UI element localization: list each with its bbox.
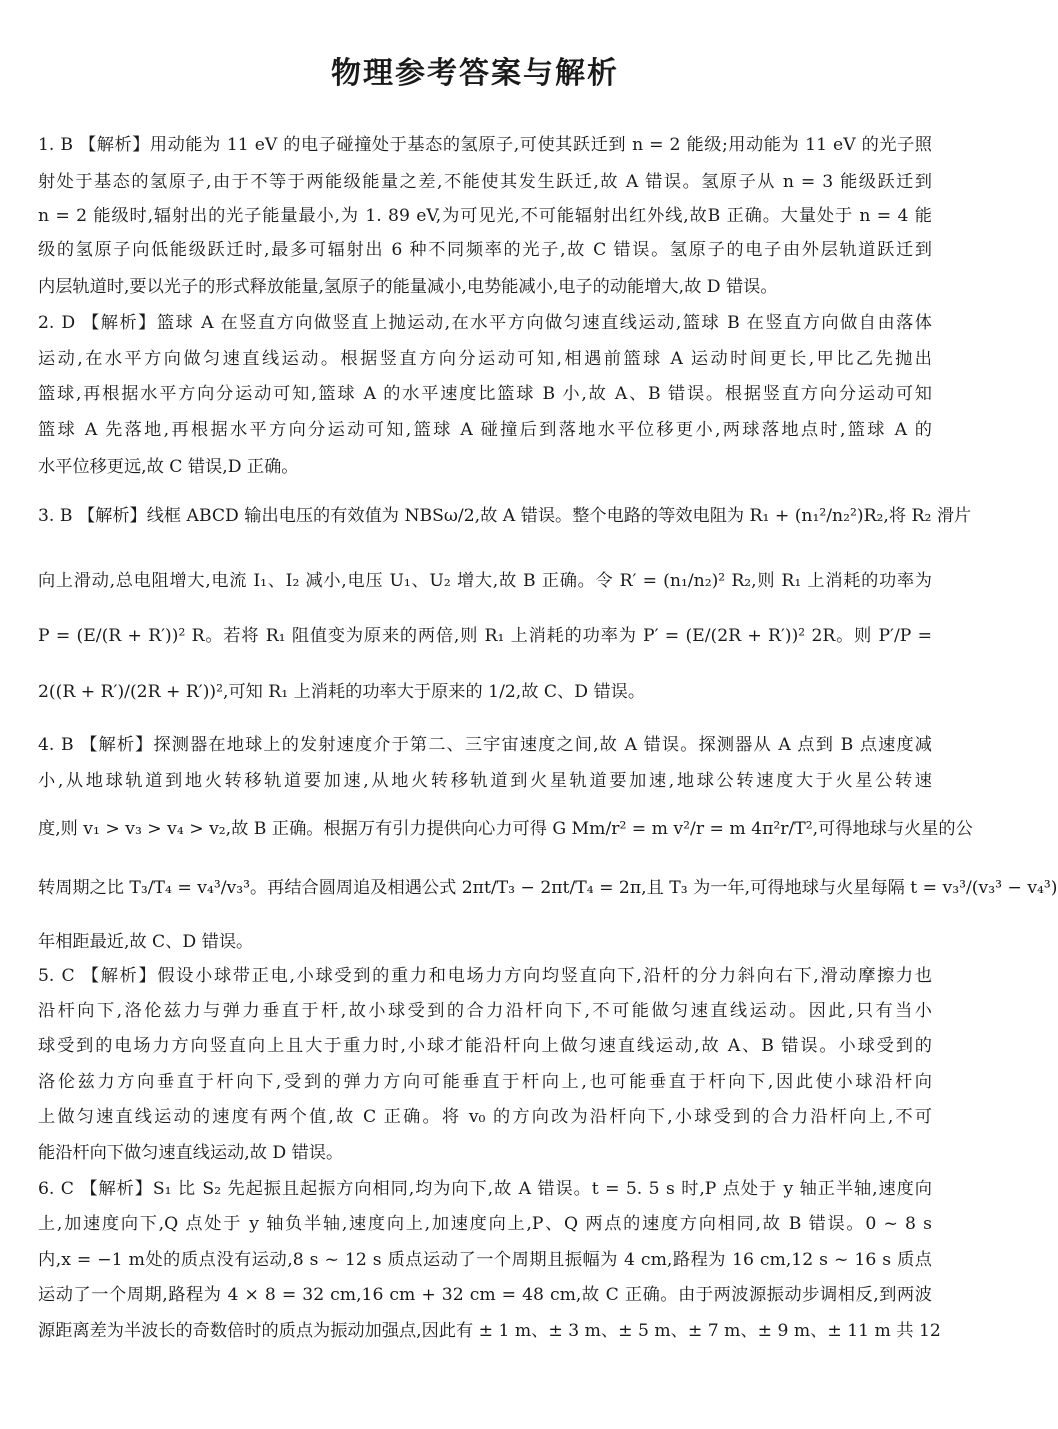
text-line: 2. D 【解析】篮球 A 在竖直方向做竖直上抛运动,在水平方向做匀速直线运动,篮球 B 在竖直方向做自由落体: [38, 313, 932, 333]
text-line: 沿杆向下,洛伦兹力与弹力垂直于杆,故小球受到的合力沿杆向下,不可能做匀速直线运动。因此,只有当小: [38, 1001, 932, 1021]
text-line: n = 2 能级时,辐射出的光子能量最小,为 1. 89 eV,为可见光,不可能辐射出红外线,故B 正确。大量处于 n = 4 能: [38, 206, 932, 226]
text-line: 向上滑动,总电阻增大,电流 I₁、I₂ 减小,电压 U₁、U₂ 增大,故 B 正确。令 R′ = (n₁/n₂)² R₂,则 R₁ 上消耗的功率为: [38, 571, 932, 591]
text-line: 能沿杆向下做匀速直线运动,故 D 错误。: [38, 1143, 344, 1163]
text-line: P = (E/(R + R′))² R。若将 R₁ 阻值变为原来的两倍,则 R₁ 上消耗的功率为 P′ = (E/(2R + R′))² 2R。则 P′/P =: [38, 626, 932, 646]
text-line: 内,x = −1 m处的质点没有运动,8 s ~ 12 s 质点运动了一个周期且振幅为 4 cm,路程为 16 cm,12 s ~ 16 s 质点: [38, 1250, 932, 1270]
text-line: 内层轨道时,要以光子的形式释放能量,氢原子的能量减小,电势能减小,电子的动能增大,故 D 错误。: [38, 277, 778, 297]
text-line: 年相距最近,故 C、D 错误。: [38, 932, 254, 952]
page-title: 物理参考答案与解析: [331, 56, 619, 91]
text-line: 上,加速度向下,Q 点处于 y 轴负半轴,速度向上,加速度向上,P、Q 两点的速度方向相同,故 B 错误。0 ~ 8 s: [38, 1214, 932, 1234]
text-line: 6. C 【解析】S₁ 比 S₂ 先起振且起振方向相同,均为向下,故 A 错误。t = 5. 5 s 时,P 点处于 y 轴正半轴,速度向: [38, 1179, 932, 1199]
text-line: 射处于基态的氢原子,由于不等于两能级能量之差,不能使其发生跃迁,故 A 错误。氢原子从 n = 3 能级跃迁到: [38, 172, 932, 192]
text-line: 3. B 【解析】线框 ABCD 输出电压的有效值为 NBSω/2,故 A 错误。整个电路的等效电阻为 R₁ + (n₁²/n₂²)R₂,将 R₂ 滑片: [38, 506, 972, 526]
text-line: 4. B 【解析】探测器在地球上的发射速度介于第二、三宇宙速度之间,故 A 错误。探测器从 A 点到 B 点速度减: [38, 735, 932, 755]
text-line: 篮球,再根据水平方向分运动可知,篮球 A 的水平速度比篮球 B 小,故 A、B 错误。根据竖直方向分运动可知: [38, 384, 932, 404]
text-line: 篮球 A 先落地,再根据水平方向分运动可知,篮球 A 碰撞后到落地水平位移更小,两球落地点时,篮球 A 的: [38, 420, 932, 440]
text-line: 度,则 v₁ > v₃ > v₄ > v₂,故 B 正确。根据万有引力提供向心力可得 G Mm/r² = m v²/r = m 4π²r/T²,可得地球与火星的公: [38, 819, 973, 839]
text-line: 源距离差为半波长的奇数倍时的质点为振动加强点,因此有 ± 1 m、± 3 m、± 5 m、± 7 m、± 9 m、± 11 m 共 12: [38, 1321, 941, 1341]
text-line: 运动,在水平方向做匀速直线运动。根据竖直方向分运动可知,相遇前篮球 A 运动时间更长,甲比乙先抛出: [38, 349, 932, 369]
text-line: 上做匀速直线运动的速度有两个值,故 C 正确。将 v₀ 的方向改为沿杆向下,小球受到的合力沿杆向上,不可: [38, 1107, 932, 1127]
text-line: 水平位移更远,故 C 错误,D 正确。: [38, 457, 299, 477]
text-line: 球受到的电场力方向竖直向上且大于重力时,小球才能沿杆向上做匀速直线运动,故 A、B 错误。小球受到的: [38, 1036, 932, 1056]
text-line: 5. C 【解析】假设小球带正电,小球受到的重力和电场力方向均竖直向下,沿杆的分力斜向右下,滑动摩擦力也: [38, 966, 932, 986]
text-line: 转周期之比 T₃/T₄ = v₄³/v₃³。再结合圆周追及相遇公式 2πt/T₃ − 2πt/T₄ = 2π,且 T₃ 为一年,可得地球与火星每隔 t = v₃³/(v₃³ − v₄³): [38, 878, 1058, 898]
text-line: 1. B 【解析】用动能为 11 eV 的电子碰撞处于基态的氢原子,可使其跃迁到 n = 2 能级;用动能为 11 eV 的光子照: [38, 135, 932, 155]
text-line: 小,从地球轨道到地火转移轨道要加速,从地火转移轨道到火星轨道要加速,地球公转速度大于火星公转速: [38, 771, 932, 791]
text-line: 2((R + R′)/(2R + R′))²,可知 R₁ 上消耗的功率大于原来的 1/2,故 C、D 错误。: [38, 682, 646, 702]
text-line: 洛伦兹力方向垂直于杆向下,受到的弹力方向可能垂直于杆向上,也可能垂直于杆向下,因此使小球沿杆向: [38, 1072, 932, 1092]
text-line: 级的氢原子向低能级跃迁时,最多可辐射出 6 种不同频率的光子,故 C 错误。氢原子的电子由外层轨道跃迁到: [38, 240, 932, 260]
text-line: 运动了一个周期,路程为 4 × 8 = 32 cm,16 cm + 32 cm = 48 cm,故 C 正确。由于两波源振动步调相反,到两波: [38, 1285, 932, 1305]
